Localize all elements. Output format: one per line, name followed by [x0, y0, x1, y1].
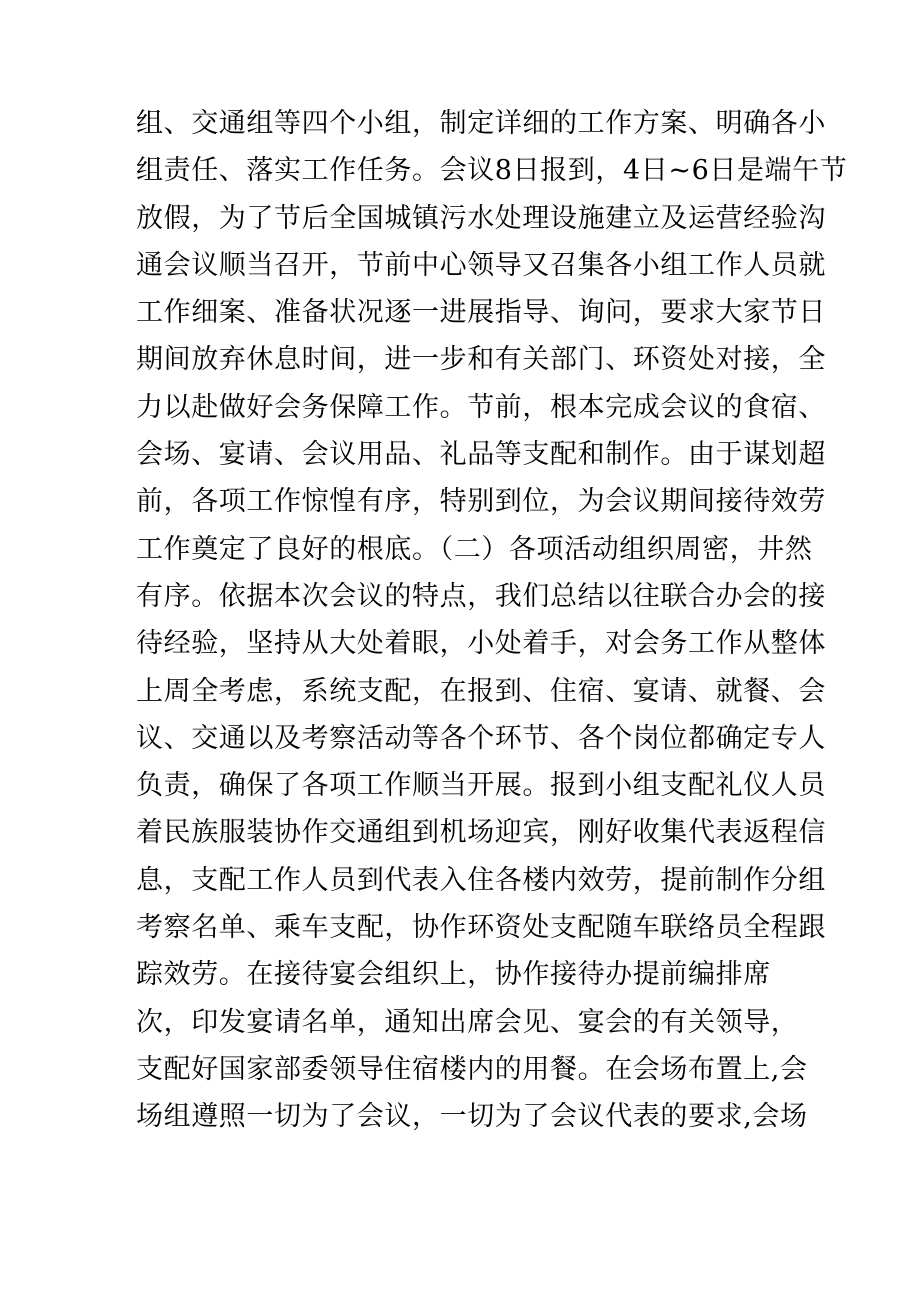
text-line: 次，印发宴请名单，通知出席会见、宴会的有关领导， [136, 1006, 799, 1038]
text-line: 息，支配工作人员到代表入住各楼内效劳，提前制作分组 [136, 864, 826, 896]
text-line: 力以赴做好会务保障工作。节前，根本完成会议的食宿、 [136, 391, 826, 423]
text-line: 通会议顺当召开，节前中心领导又召集各小组工作人员就 [136, 249, 826, 281]
text-line: 支配好国家部委领导住宿楼内的用餐。在会场布置上,会 [136, 1053, 808, 1085]
text-line: 踪效劳。在接待宴会组织上，协作接待办提前编排席 [136, 959, 771, 991]
text-line: 待经验，坚持从大处着眼，小处着手，对会务工作从整体 [136, 628, 826, 660]
text-line: 前，各项工作惊惶有序，特别到位，为会议期间接待效劳 [136, 486, 826, 518]
text-line: 期间放弃休息时间，进一步和有关部门、环资处对接，全 [136, 344, 826, 376]
text-line: 放假，为了节后全国城镇污水处理设施建立及运营经验沟 [136, 202, 826, 234]
body-text [136, 100, 848, 1141]
text-line: 工作奠定了良好的根底。（二）各项活动组织周密，井然 [136, 533, 813, 565]
text-line: 工作细案、准备状况逐一进展指导、询问，要求大家节日 [136, 297, 826, 329]
text-line: 组、交通组等四个小组，制定详细的工作方案、明确各小 [136, 108, 826, 139]
text-line: 负责，确保了各项工作顺当开展。报到小组支配礼仪人员 [136, 770, 826, 802]
text-line: 组责任、落实工作任务。会议8日报到，4日~6日是端午节 [136, 155, 848, 187]
text-line: 着民族服装协作交通组到机场迎宾，刚好收集代表返程信 [136, 817, 826, 849]
text-line: 场组遵照一切为了会议，一切为了会议代表的要求,会场 [136, 1101, 808, 1133]
text-line: 有序。依据本次会议的特点，我们总结以往联合办会的接 [136, 580, 826, 612]
text-line: 会场、宴请、会议用品、礼品等支配和制作。由于谋划超 [136, 439, 826, 471]
text-line: 议、交通以及考察活动等各个环节、各个岗位都确定专人 [136, 722, 826, 754]
text-line: 考察名单、乘车支配，协作环资处支配随车联络员全程跟 [136, 912, 826, 944]
text-line: 上周全考虑，系统支配，在报到、住宿、宴请、就餐、会 [136, 675, 826, 707]
